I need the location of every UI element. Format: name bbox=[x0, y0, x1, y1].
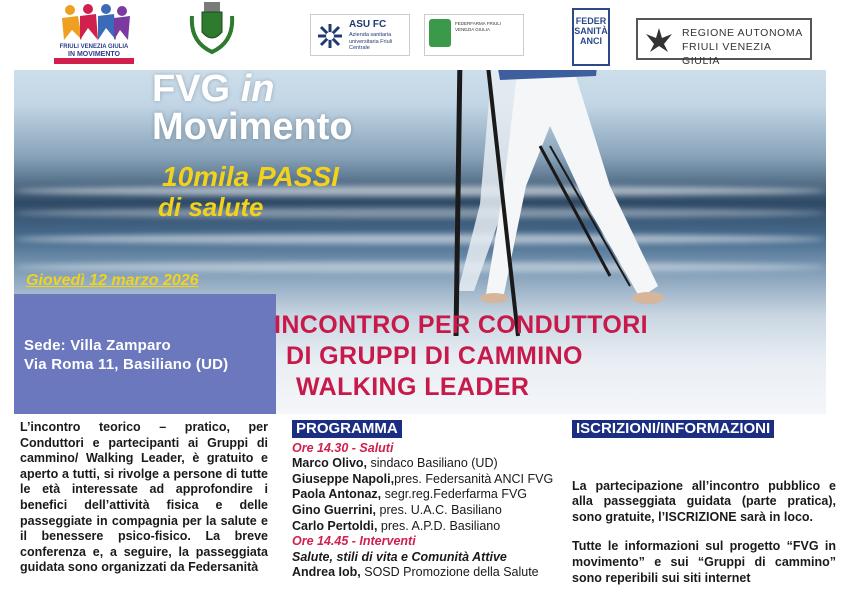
people-icon bbox=[58, 4, 130, 42]
time-slot: Ore 14.30 bbox=[292, 440, 349, 455]
programma-heading: PROGRAMMA bbox=[292, 420, 402, 438]
regione-line2: FRIULI VENEZIA GIULIA bbox=[682, 41, 771, 67]
event-title: FVG in Movimento bbox=[152, 68, 353, 148]
speaker-row: Andrea Iob, SOSD Promozione della Salute bbox=[292, 565, 539, 580]
federsanita-anci-logo: FEDER SANITÀ ANCI bbox=[572, 8, 610, 66]
programma-section: PROGRAMMA Ore 14.30 - Saluti Marco Olivo, sindaco Basiliano (UD) Giuseppe Napoli,pres. Federsanità ANCI FVG Paola Antonaz, segr.reg.Federfarma FVG Gino Guerrini, pres. U.A.C. Basiliano Carlo Pertoldi, pres. A.P.D. Basiliano Ore 14.45 - Interventi Salute, stili di vita e Comunità Attive Andrea Iob, SOSD Promozione della Salute bbox=[292, 420, 554, 580]
federfarma-mark-icon bbox=[429, 19, 451, 47]
speaker-row: Marco Olivo, sindaco Basiliano (UD) bbox=[292, 456, 498, 471]
event-date: Giovedì 12 marzo 2026 bbox=[26, 272, 199, 289]
federfarma-logo bbox=[424, 14, 524, 56]
logo-badge bbox=[54, 58, 134, 64]
iscrizioni-paragraph: La partecipazione all’incontro pubblico e alla passeggiata guidata (parte pratica), sono gratuite, l’ISCRIZIONE sarà in loco. bbox=[572, 478, 836, 524]
time-slot: Ore 14.45 bbox=[292, 534, 349, 549]
speaker-row: Giuseppe Napoli,pres. Federsanità ANCI FVG bbox=[292, 471, 554, 486]
regione-line1: REGIONE AUTONOMA bbox=[682, 27, 803, 39]
info-paragraph: Tutte le informazioni sul progetto “FVG in movimento” e sui “Gruppi di cammino” sono reperibili sui siti internet bbox=[572, 539, 836, 585]
asu-subtitle: Azienda sanitaria universitaria Friuli Centrale bbox=[349, 32, 393, 51]
iscrizioni-heading: ISCRIZIONI/INFORMAZIONI bbox=[572, 420, 774, 438]
asu-mark-icon bbox=[315, 21, 345, 51]
federfarma-text: FEDERFARMA FRIULI VENEZIA GIULIA bbox=[455, 21, 502, 32]
talk-topic: Salute, stili di vita e Comunità Attive bbox=[292, 549, 507, 564]
regione-fvg-logo bbox=[636, 18, 812, 67]
event-headline: INCONTRO PER CONDUTTORI DI GRUPPI DI CAMMINO WALKING LEADER bbox=[274, 311, 649, 401]
fvg-in-movimento-logo bbox=[48, 4, 140, 64]
municipal-coat-of-arms-icon bbox=[188, 2, 236, 56]
speaker-row: Carlo Pertoldi, pres. A.P.D. Basiliano bbox=[292, 518, 501, 533]
eagle-icon bbox=[644, 24, 674, 54]
event-subtitle: 10mila PASSI di salute bbox=[158, 161, 339, 222]
logo-label: FRIULI VENEZIA GIULIA IN MOVIMENTO bbox=[59, 44, 129, 58]
intro-paragraph: L’incontro teorico – pratico, per Conduttori e partecipanti ai Gruppi di cammino/ Walking Leader, è gratuito e aperto a tutti, si rivolge a persone di tutte le età interessate ad approfondire i benefici dell’attività fisica e delle passeggiate in compagnia per la salute e il benessere psico-fisico. La breve conferenza e, a seguire, la passeggiata guidata sono organizzati da Federsanità bbox=[20, 420, 268, 575]
asu-title: ASU FC bbox=[349, 19, 387, 30]
venue-address: Sede: Villa Zamparo Via Roma 11, Basiliano (UD) bbox=[24, 337, 229, 373]
iscrizioni-section bbox=[572, 420, 836, 586]
speaker-row: Gino Guerrini, pres. U.A.C. Basiliano bbox=[292, 502, 502, 517]
speaker-row: Paola Antonaz, segr.reg.Federfarma FVG bbox=[292, 487, 528, 502]
asu-fc-logo bbox=[310, 14, 410, 56]
